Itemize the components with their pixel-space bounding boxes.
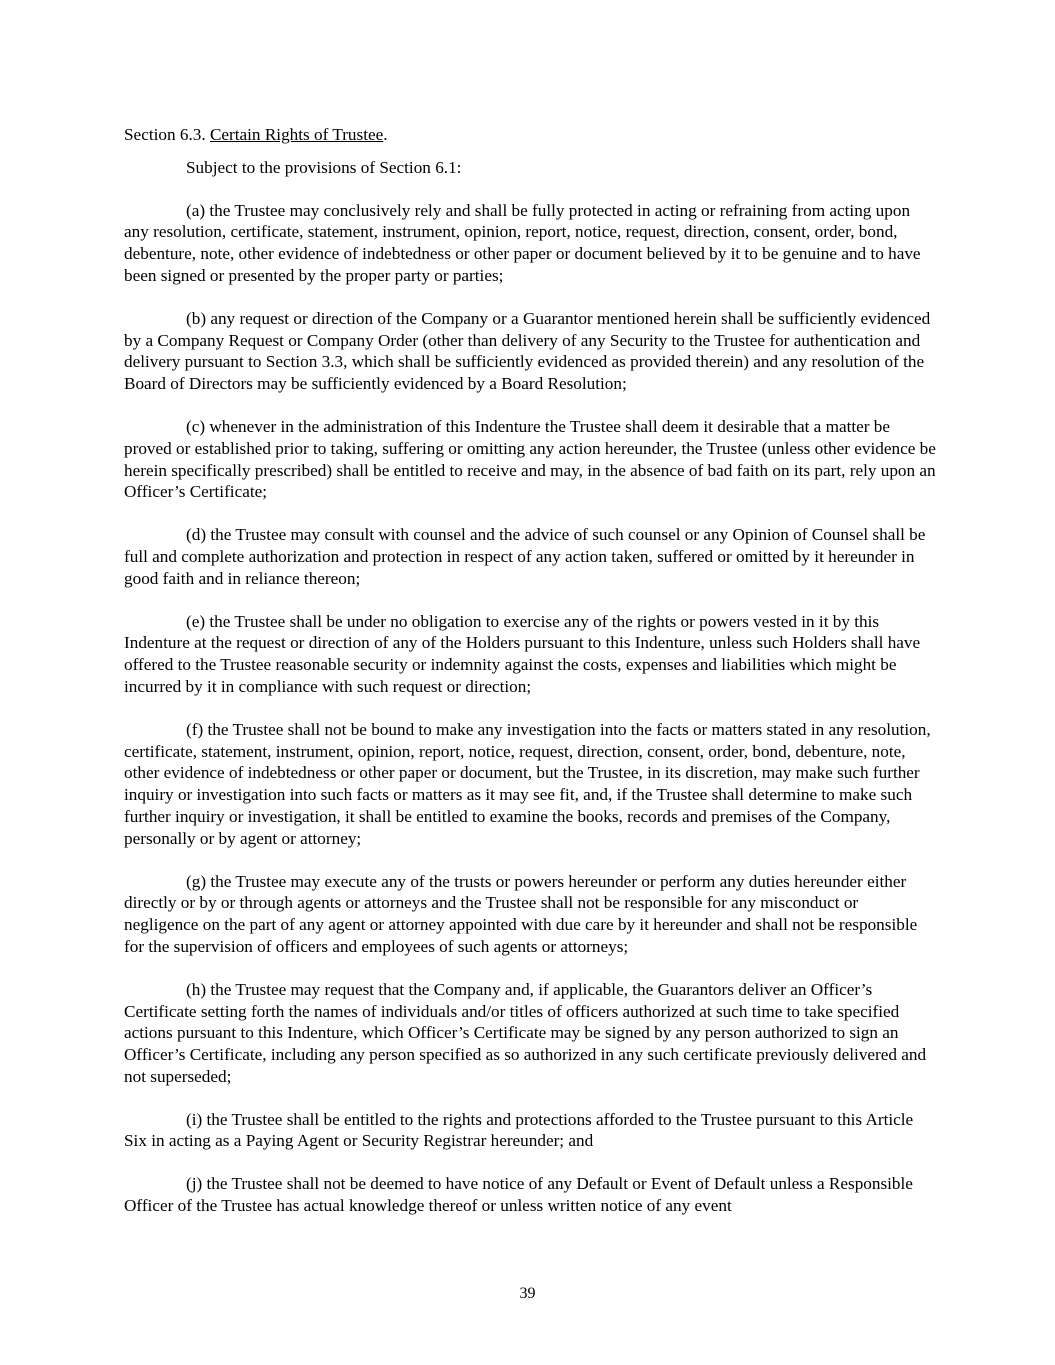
document-page [124,124,936,1217]
paragraph-b: (b) any request or direction of the Company or a Guarantor mentioned herein shall be sufficiently evidenced by a Company Request or Company Order (other than delivery of any Security to the Trustee for authentication and delivery pursuant to Section 3.3, which shall be sufficiently evidenced as provided therein) and any resolution of the Board of Directors may be sufficiently evidenced by a Board Resolution; [124,308,931,394]
section-heading [124,124,936,146]
intro-paragraph: Subject to the provisions of Section 6.1: [186,157,462,177]
section-number: Section 6.3. [124,125,210,144]
page-number: 39 [519,1285,536,1302]
section-title-suffix: . [383,125,388,144]
paragraph-d: (d) the Trustee may consult with counsel and the advice of such counsel or any Opinion of Counsel shall be full and complete authorization and protection in respect of any action taken, suffered or omitted by it hereunder in good faith and in reliance thereon; [124,525,926,588]
paragraph-h: (h) the Trustee may request that the Company and, if applicable, the Guarantors deliver an Officer’s Certificate setting forth the names of individuals and/or titles of officers authorized at such time to take specified actions pursuant to this Indenture, which Officer’s Certificate may be signed by any person authorized to sign an Officer’s Certificate, including any person specified as so authorized in any such certificate previously delivered and not superseded; [124,979,927,1086]
paragraph-e: (e) the Trustee shall be under no obligation to exercise any of the rights or powers vested in it by this Indenture at the request or direction of any of the Holders pursuant to this Indenture, unless such Holders shall have offered to the Trustee reasonable security or indemnity against the costs, expenses and liabilities which might be incurred by it in compliance with such request or direction; [124,611,921,696]
paragraph-a: (a) the Trustee may conclusively rely and shall be fully protected in acting or refraining from acting upon any resolution, certificate, statement, instrument, opinion, report, notice, request, direction, consent, order, bond, debenture, note, other evidence of indebtedness or other paper or document believed by it to be genuine and to have been signed or presented by the proper party or parties; [124,200,921,285]
paragraph-i: (i) the Trustee shall be entitled to the rights and protections afforded to the Trustee pursuant to this Article Six in acting as a Paying Agent or Security Registrar hereunder; and [124,1109,914,1151]
section-title: Certain Rights of Trustee [209,125,384,144]
paragraph-f: (f) the Trustee shall not be bound to make any investigation into the facts or matters stated in any resolution, certificate, statement, instrument, opinion, report, notice, request, direction, consent, order, bond, debenture, note, other evidence of indebtedness or other paper or document, but the Trustee, in its discretion, may make such further inquiry or investigation into such facts or matters as it may see fit, and, if the Trustee shall determine to make such further inquiry or investigation, it shall be entitled to examine the books, records and premises of the Company, personally or by agent or attorney; [124,719,931,848]
paragraph-j: (j) the Trustee shall not be deemed to have notice of any Default or Event of Default unless a Responsible Officer of the Trustee has actual knowledge thereof or unless written notice of any event [124,1174,913,1216]
paragraph-c: (c) whenever in the administration of this Indenture the Trustee shall deem it desirable that a matter be proved or established prior to taking, suffering or omitting any action hereunder, the Trustee (unless other evidence be herein specifically prescribed) shall be entitled to receive and may, in the absence of bad faith on its part, rely upon an Officer’s Certificate; [124,416,936,502]
paragraph-g: (g) the Trustee may execute any of the trusts or powers hereunder or perform any duties hereunder either directly or by or through agents or attorneys and the Trustee shall not be responsible for any misconduct or negligence on the part of any agent or attorney appointed with due care by it hereunder and shall not be responsible for the supervision of officers and employees of such agents or attorneys; [124,871,918,956]
